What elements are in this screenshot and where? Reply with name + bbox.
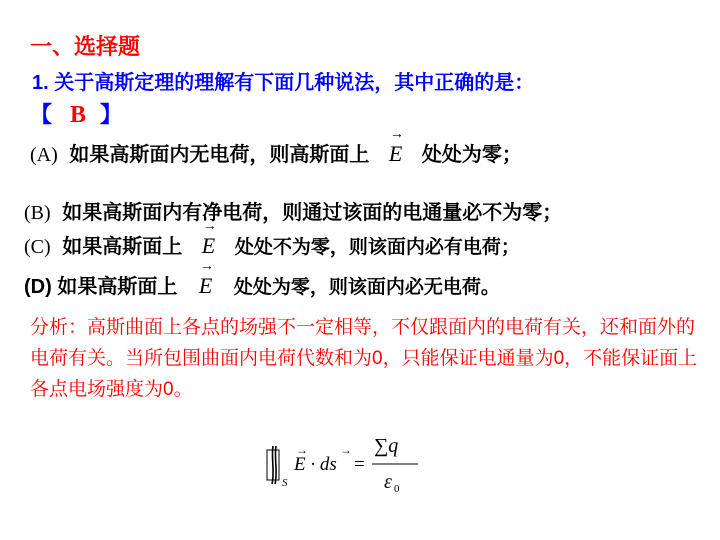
option-a-label: (A) (30, 144, 58, 166)
option-a (30, 138, 522, 167)
field-vector-symbol: → E (389, 141, 402, 167)
gauss-law-formula (262, 428, 422, 498)
option-c-text-before: 如果高斯面上 (62, 236, 183, 258)
answer-value: B (70, 102, 87, 128)
integrand: E · ds (294, 454, 337, 475)
option-c-text-after: 处处不为零，则该面内必有电荷； (234, 237, 520, 258)
option-d-text-before: 如果高斯面上 (57, 276, 178, 298)
gauss-law-formula-graphic (262, 428, 422, 498)
numerator-sum-q: ∑q (374, 435, 399, 457)
vector-arrow-ds: → (340, 443, 352, 457)
subscript-zero: 0 (394, 483, 400, 495)
analysis-text: 分析：高斯曲面上各点的场强不一定相等，不仅跟面内的电荷有关，还和面外的电荷有关。当所包围曲面内电荷代数和为0，只能保证电通量为0，不能保证面上各点电场强度为0。 (30, 317, 698, 400)
integral-sign-icon (272, 446, 273, 484)
option-b-label: (B) (24, 202, 51, 224)
option-d-text-after: 处处为零，则该面内必无电荷。 (233, 277, 500, 298)
option-a-text-after: 处处为零； (421, 144, 522, 166)
subscript-s: S (282, 477, 288, 489)
option-d (24, 270, 500, 299)
integral-sign-icon-2 (275, 446, 276, 484)
field-vector-symbol: → E (199, 273, 212, 299)
answer-box (30, 98, 122, 129)
denominator-epsilon: ε (384, 471, 392, 493)
option-a-text-before: 如果高斯面内无电荷，则高斯面上 (69, 144, 370, 166)
option-b-text: 如果高斯面内有净电荷，则通过该面的电通量必不为零； (62, 202, 563, 224)
equals-sign: = (354, 454, 365, 475)
option-b (24, 196, 562, 225)
option-d-label: (D) (24, 276, 52, 298)
vector-arrow-e: → (296, 443, 308, 457)
option-c-label: (C) (24, 236, 51, 258)
answer-bracket-open: 【 (30, 102, 53, 127)
option-c (24, 230, 520, 259)
question-text: 1. 关于高斯定理的理解有下面几种说法，其中正确的是： (32, 72, 535, 94)
field-vector-symbol: → E (202, 233, 215, 259)
section-title: 一、选择题 (30, 34, 141, 59)
answer-bracket-close: 】 (100, 102, 123, 127)
